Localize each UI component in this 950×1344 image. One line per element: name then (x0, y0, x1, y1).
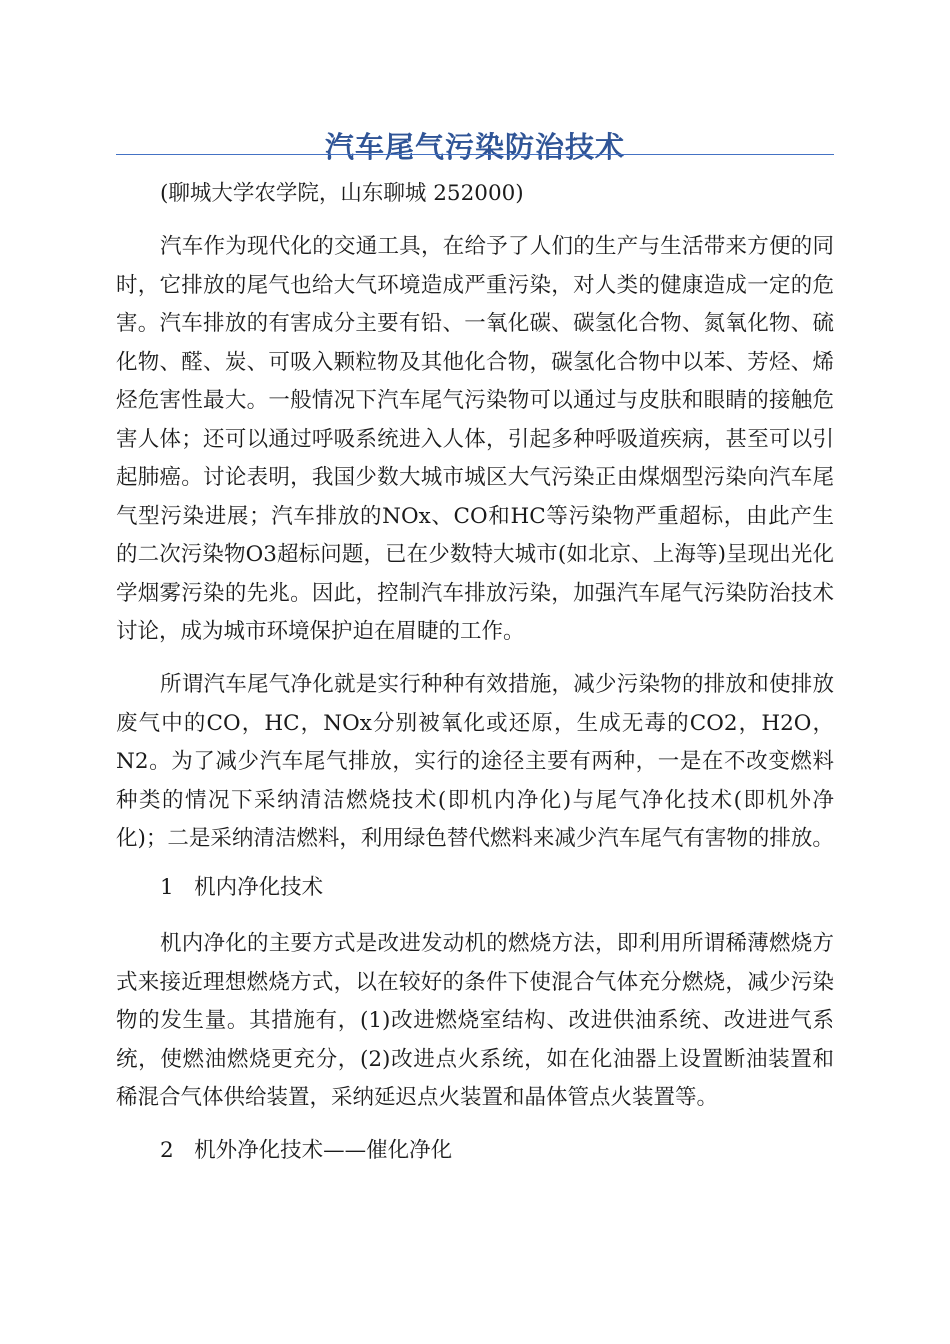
section-heading-1: 1 机内净化技术 (160, 875, 324, 900)
author-affiliation: (聊城大学农学院，山东聊城 252000) (160, 181, 524, 206)
title-underline (116, 154, 834, 155)
section-heading-2: 2 机外净化技术——催化净化 (160, 1138, 453, 1163)
paragraph-purification-overview: 所谓汽车尾气净化就是实行种种有效措施，减少污染物的排放和使排放废气中的CO，HC，NOx分别被氧化或还原，生成无毒的CO2，H2O，N2。为了减少汽车尾气排放，实行的途径主要有两种，一是在不改变燃料种类的情况下采纳清洁燃烧技术(即机内净化)与尾气净化技术(即机外净化)；二是采纳清洁燃料，利用绿色替代燃料来减少汽车尾气有害物的排放。 (116, 672, 834, 851)
paragraph-in-engine-purification: 机内净化的主要方式是改进发动机的燃烧方法，即利用所谓稀薄燃烧方式来接近理想燃烧方式，以在较好的条件下使混合气体充分燃烧，减少污染物的发生量。其措施有，(1)改进燃烧室结构、改进供油系统、改进进气系统，使燃油燃烧更充分，(2)改进点火系统，如在化油器上设置断油装置和稀混合气体供给装置，采纳延迟点火装置和晶体管点火装置等。 (116, 931, 834, 1110)
document-title: 汽车尾气污染防治技术 (324, 130, 625, 165)
paragraph-introduction: 汽车作为现代化的交通工具，在给予了人们的生产与生活带来方便的同时，它排放的尾气也给大气环境造成严重污染，对人类的健康造成一定的危害。汽车排放的有害成分主要有铅、一氧化碳、碳氢化合物、氮氧化物、硫化物、醛、炭、可吸入颗粒物及其他化合物，碳氢化合物中以苯、芳烃、烯烃危害性最大。一般情况下汽车尾气污染物可以通过与皮肤和眼睛的接触危害人体；还可以通过呼吸系统进入人体，引起多种呼吸道疾病，甚至可以引起肺癌。讨论表明，我国少数大城市城区大气污染正由煤烟型污染向汽车尾气型污染进展；汽车排放的NOx、CO和HC等污染物严重超标，由此产生的二次污染物O3超标问题，已在少数特大城市(如北京、上海等)呈现出光化学烟雾污染的先兆。因此，控制汽车排放污染，加强汽车尾气污染防治技术讨论，成为城市环境保护迫在眉睫的工作。 (116, 234, 834, 644)
